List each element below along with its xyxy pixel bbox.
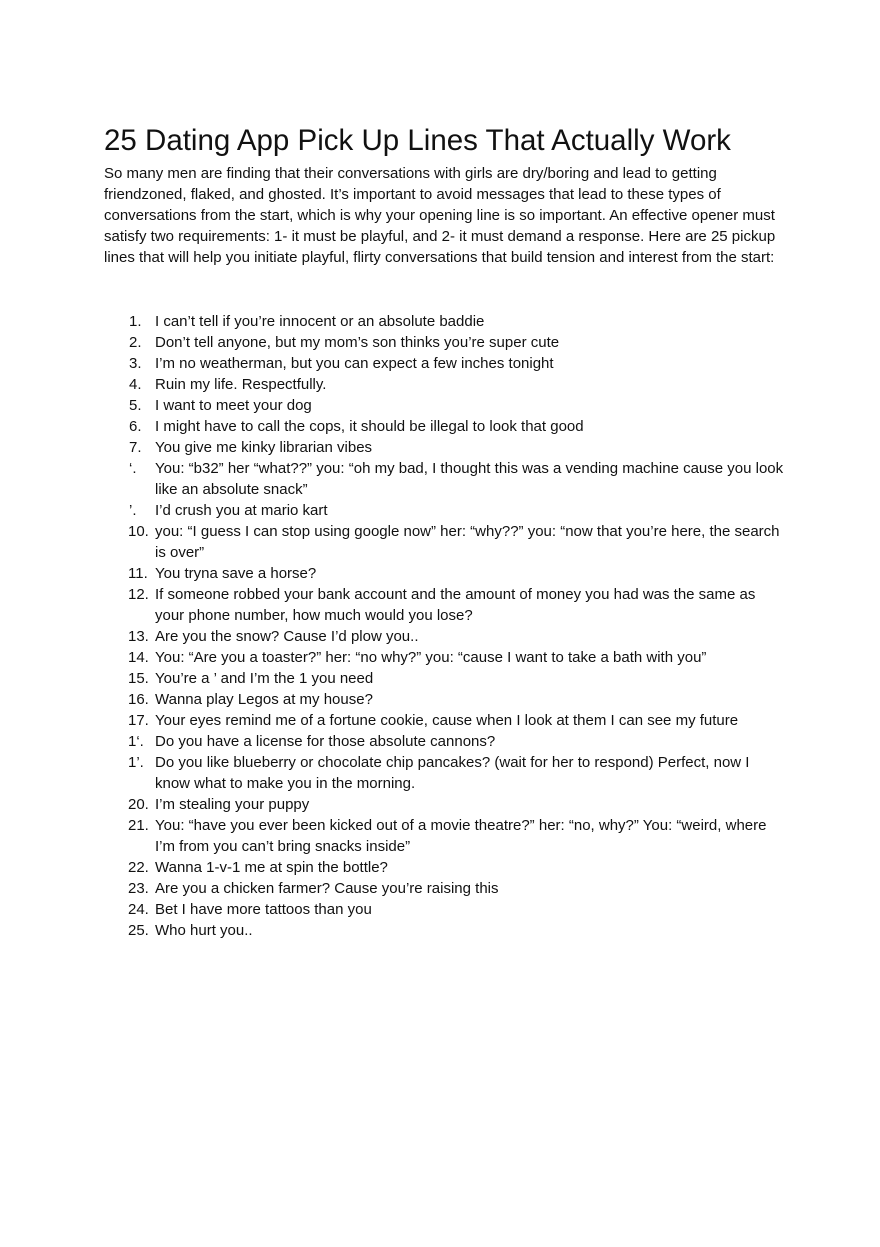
item-number: 13. (128, 628, 149, 645)
item-text: You: “b32” her “what??” you: “oh my bad, I thought this was a vending machine cause you look like an absolute snack” (155, 460, 784, 498)
item-number: 25. (128, 922, 149, 939)
item-number: 12. (128, 586, 149, 603)
item-text: If someone robbed your bank account and the amount of money you had was the same as your phone number, how much would you lose? (155, 586, 756, 624)
list-item (104, 878, 784, 899)
list-item (104, 794, 784, 815)
item-text: I can’t tell if you’re innocent or an absolute baddie (155, 313, 485, 330)
item-text: You’re a ’ and I’m the 1 you need (155, 670, 374, 687)
list-item (104, 395, 784, 416)
item-text: I might have to call the cops, it should be illegal to look that good (155, 418, 584, 435)
item-text: You give me kinky librarian vibes (155, 439, 373, 456)
item-text: Your eyes remind me of a fortune cookie, cause when I look at them I can see my future (155, 712, 739, 729)
item-number: 1‘. (128, 733, 144, 750)
list-item (104, 332, 784, 353)
item-text: you: “I guess I can stop using google now” her: “why??” you: “now that you’re here, the search is over” (155, 523, 780, 561)
item-number: 23. (128, 880, 149, 897)
item-number: 17. (128, 712, 149, 729)
item-number: 11. (128, 565, 148, 582)
item-text: You tryna save a horse? (155, 565, 317, 582)
item-text: You: “Are you a toaster?” her: “no why?” you: “cause I want to take a bath with you” (155, 649, 707, 666)
list-item (104, 857, 784, 878)
item-text: I want to meet your dog (155, 397, 312, 414)
list-item (104, 731, 784, 752)
item-text: Bet I have more tattoos than you (155, 901, 372, 918)
list-item (104, 563, 784, 584)
intro-paragraph: So many men are finding that their conversations with girls are dry/boring and lead to getting friendzoned, flaked, and ghosted. It’s important to avoid messages that lead to these types of conversations from the start, which is why your opening line is so important. An effective opener must satisfy two requirements: 1- it must be playful, and 2- it must demand a response. Here are 25 pickup lines that will help you initiate playful, flirty conversations that build tension and interest from the start: (104, 165, 776, 266)
pickup-lines-list (104, 311, 784, 941)
item-number: 7. (129, 439, 142, 456)
item-number: 10. (128, 523, 149, 540)
item-text: Wanna play Legos at my house? (155, 691, 373, 708)
list-item (104, 899, 784, 920)
item-text: I’d crush you at mario kart (155, 502, 328, 519)
item-number: 1’. (128, 754, 144, 771)
list-item (104, 626, 784, 647)
item-number: 15. (128, 670, 149, 687)
list-item (104, 500, 784, 521)
item-number: 5. (129, 397, 142, 414)
list-item (104, 353, 784, 374)
item-text: Ruin my life. Respectfully. (155, 376, 327, 393)
item-number: 1. (129, 313, 142, 330)
page-title: 25 Dating App Pick Up Lines That Actually Work (104, 124, 731, 157)
item-number: 4. (129, 376, 142, 393)
list-item (104, 521, 784, 563)
item-number: 24. (128, 901, 149, 918)
item-number: 6. (129, 418, 142, 435)
item-text: Who hurt you.. (155, 922, 253, 939)
item-number: 22. (128, 859, 149, 876)
item-number: ‘. (129, 460, 137, 477)
item-number: 2. (129, 334, 142, 351)
list-item (104, 311, 784, 332)
item-number: 14. (128, 649, 149, 666)
list-item (104, 458, 784, 500)
list-item (104, 752, 784, 794)
list-item (104, 689, 784, 710)
list-item (104, 584, 784, 626)
list-item (104, 815, 784, 857)
item-number: 20. (128, 796, 149, 813)
item-text: Wanna 1-v-1 me at spin the bottle? (155, 859, 388, 876)
item-text: You: “have you ever been kicked out of a movie theatre?” her: “no, why?” You: “weird, where I’m from you can’t bring snacks inside” (155, 817, 767, 855)
item-text: I’m stealing your puppy (155, 796, 310, 813)
item-text: Are you a chicken farmer? Cause you’re raising this (155, 880, 499, 897)
item-text: Do you have a license for those absolute cannons? (155, 733, 496, 750)
item-text: I’m no weatherman, but you can expect a few inches tonight (155, 355, 554, 372)
item-text: Do you like blueberry or chocolate chip pancakes? (wait for her to respond) Perfect, now I know what to make you in the morning. (155, 754, 750, 792)
item-number: ’. (129, 502, 137, 519)
item-number: 3. (129, 355, 142, 372)
item-number: 16. (128, 691, 149, 708)
item-text: Don’t tell anyone, but my mom’s son thinks you’re super cute (155, 334, 560, 351)
list-item (104, 437, 784, 458)
list-item (104, 920, 784, 941)
list-item (104, 416, 784, 437)
list-item (104, 647, 784, 668)
list-item (104, 668, 784, 689)
list-item (104, 710, 784, 731)
item-number: 21. (128, 817, 149, 834)
item-text: Are you the snow? Cause I’d plow you.. (155, 628, 419, 645)
list-item (104, 374, 784, 395)
